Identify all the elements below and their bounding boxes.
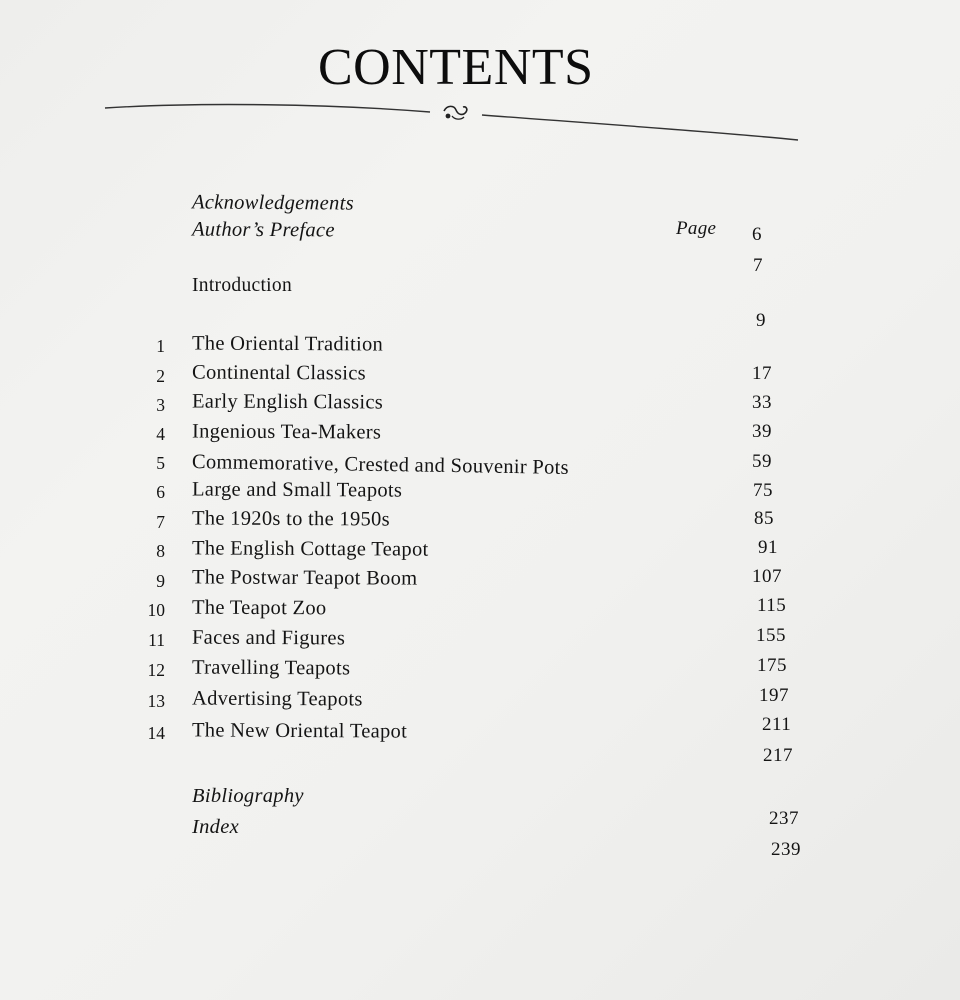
chapter-number: 13: [147, 691, 165, 711]
page-column-label: Page: [676, 218, 717, 239]
chapter-title: Commemorative, Crested and Souvenir Pots: [191, 451, 570, 479]
chapter-number: 7: [156, 512, 165, 532]
page-number: 197: [759, 685, 789, 706]
chapter-title: The English Cottage Teapot: [191, 537, 429, 561]
chapter-title: Large and Small Teapots: [191, 478, 403, 502]
toc-entry-authors-preface: Author’s Preface: [191, 218, 335, 242]
title-rule: [0, 0, 960, 160]
chapter-title: The Oriental Tradition: [191, 332, 384, 356]
page-number: 237: [769, 808, 799, 829]
page-number: 75: [753, 480, 773, 501]
chapter-number: 2: [156, 366, 165, 386]
page-number: 217: [763, 745, 793, 766]
chapter-number: 14: [147, 723, 165, 743]
chapter-title: The Teapot Zoo: [191, 596, 327, 620]
page-number: 107: [752, 566, 782, 587]
chapter-title: Advertising Teapots: [191, 687, 363, 711]
chapter-title: Travelling Teapots: [191, 656, 351, 680]
chapter-title: Early English Classics: [191, 390, 384, 414]
chapter-number: 4: [156, 424, 165, 444]
page-number: 211: [762, 714, 792, 735]
chapter-number: 1: [156, 336, 165, 356]
chapter-title: Faces and Figures: [191, 626, 346, 650]
chapter-title: Ingenious Tea-Makers: [191, 420, 382, 444]
toc-entry-index: Index: [192, 816, 240, 838]
page-number: 239: [771, 839, 801, 860]
chapter-number: 9: [156, 571, 165, 591]
chapter-number: 11: [148, 630, 165, 650]
toc-entry-introduction: Introduction: [192, 275, 292, 296]
chapter-title: Continental Classics: [191, 361, 367, 385]
page-number: 155: [756, 625, 786, 646]
fleuron-ornament-icon: [444, 106, 467, 119]
chapter-title: The 1920s to the 1950s: [191, 507, 390, 531]
page-number: 85: [754, 508, 774, 529]
page-number: 175: [757, 655, 787, 676]
toc-entry-bibliography: Bibliography: [192, 785, 304, 807]
page-number: 9: [756, 310, 766, 331]
page-number: 33: [752, 392, 772, 413]
toc-entry-acknowledgements: Acknowledgements: [191, 191, 354, 215]
page-title: CONTENTS: [318, 39, 594, 96]
chapter-title: The Postwar Teapot Boom: [191, 566, 418, 590]
chapter-number: 12: [147, 660, 165, 680]
page-number: 6: [752, 224, 762, 245]
page-number: 7: [753, 255, 763, 276]
chapter-title: The New Oriental Teapot: [191, 719, 408, 743]
chapter-number: 6: [156, 482, 165, 502]
chapter-number: 10: [147, 600, 165, 620]
page-number: 17: [752, 363, 772, 384]
page-number: 115: [757, 595, 787, 616]
chapter-number: 8: [156, 541, 165, 561]
chapter-number: 5: [156, 453, 165, 473]
chapter-number: 3: [156, 395, 165, 415]
page-number: 59: [752, 451, 772, 472]
page-number: 91: [758, 537, 778, 558]
page-number: 39: [752, 421, 772, 442]
